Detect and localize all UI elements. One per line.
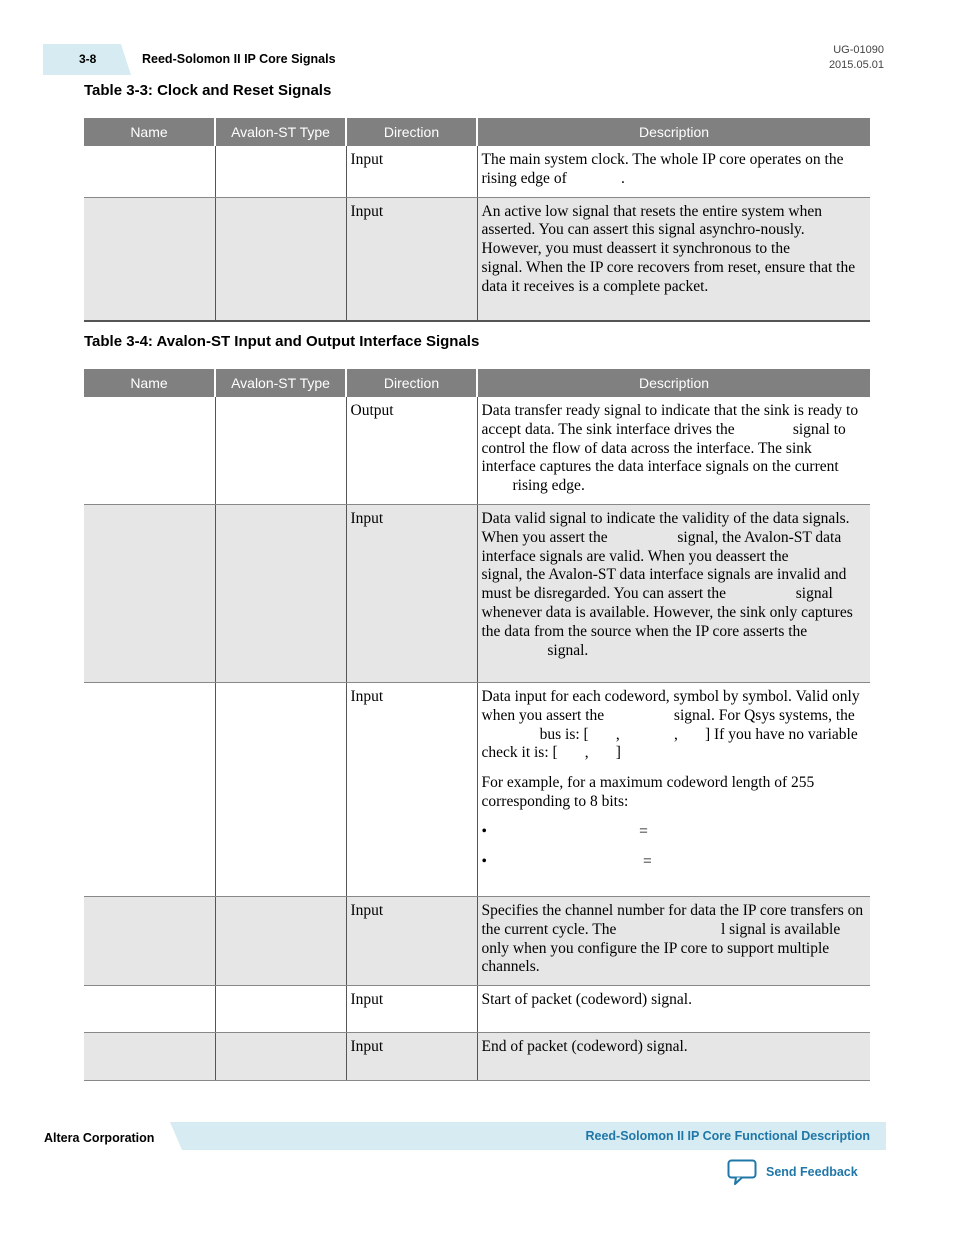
- column-header-description: Description: [477, 118, 870, 146]
- avalon-type-cell: [215, 504, 346, 682]
- avalon-type-cell: [215, 197, 346, 321]
- column-header-name: Name: [84, 369, 215, 397]
- description-paragraph: For example, for a maximum codeword length of 255 corresponding to 8 bits:: [481, 774, 815, 810]
- table-row: [84, 146, 870, 197]
- bullet-text: =: [503, 852, 652, 870]
- avalon-st-table: [84, 369, 870, 1081]
- send-feedback-label: Send Feedback: [766, 1165, 858, 1179]
- description-cell: Specifies the channel number for data the IP core transfers on the current cycle. The l signal is available only when you configure the IP core to support multiple channels.: [477, 896, 870, 985]
- direction-cell: Output: [346, 397, 477, 504]
- speech-bubble-icon: [727, 1159, 757, 1185]
- table-row: [84, 896, 870, 985]
- footer-doc-title: Reed-Solomon II IP Core Functional Description: [585, 1129, 870, 1143]
- description-cell: Start of packet (codeword) signal.: [477, 986, 870, 1033]
- table-header-row: [84, 369, 870, 397]
- table-caption-clock-reset: Table 3-3: Clock and Reset Signals: [84, 82, 332, 99]
- avalon-type-cell: [215, 1033, 346, 1081]
- description-cell: Data transfer ready signal to indicate that the sink is ready to accept data. The sink interface drives the signal to control the flow of data across the interface. The sink interface captures the data interface signals on the current rising edge.: [477, 397, 870, 504]
- footer-company: Altera Corporation: [44, 1131, 155, 1145]
- signal-name-cell: [84, 896, 215, 985]
- direction-cell: Input: [346, 197, 477, 321]
- send-feedback-link[interactable]: [727, 1159, 858, 1185]
- description-cell: Data valid signal to indicate the validity of the data signals. When you assert the signal, the Avalon-ST data interface signals are valid. When you deassert the signal, the Avalon-ST data interface signals are invalid and must be disregarded. You can assert the signal whenever data is available. However, the sink only captures the data from the source when the IP core asserts the signal.: [477, 504, 870, 682]
- description-cell: The main system clock. The whole IP core operates on the rising edge of .: [477, 146, 870, 197]
- direction-cell: Input: [346, 504, 477, 682]
- section-number: 3-8: [79, 52, 97, 66]
- direction-cell: Input: [346, 896, 477, 985]
- table-row: [84, 197, 870, 321]
- doc-date: 2015.05.01: [828, 59, 884, 71]
- signal-name-cell: [84, 197, 215, 321]
- column-header-direction: Direction: [346, 118, 477, 146]
- avalon-type-cell: [215, 146, 346, 197]
- table-row: [84, 504, 870, 682]
- column-header-description: Description: [477, 369, 870, 397]
- avalon-type-cell: [215, 682, 346, 896]
- column-header-avalon-type: Avalon-ST Type: [215, 118, 346, 146]
- clock-reset-table: [84, 118, 870, 322]
- direction-cell: Input: [346, 1033, 477, 1081]
- list-item: [482, 823, 867, 842]
- direction-cell: Input: [346, 682, 477, 896]
- signal-name-cell: [84, 1033, 215, 1081]
- list-item: [482, 853, 867, 872]
- signal-name-cell: [84, 986, 215, 1033]
- table-row: [84, 682, 870, 896]
- description-cell: End of packet (codeword) signal.: [477, 1033, 870, 1081]
- table-caption-avalon-st: Table 3-4: Avalon-ST Input and Output Interface Signals: [84, 333, 480, 350]
- direction-cell: Input: [346, 146, 477, 197]
- column-header-avalon-type: Avalon-ST Type: [215, 369, 346, 397]
- signal-name-cell: [84, 682, 215, 896]
- description-cell: [477, 682, 870, 896]
- signal-name-cell: [84, 146, 215, 197]
- description-paragraph: Data input for each codeword, symbol by symbol. Valid only when you assert the signal. For Qsys systems, the bus is: [ , , ] If you have no variable check it is: [ , ]: [481, 687, 860, 762]
- table-row: [84, 397, 870, 504]
- doc-id: UG-01090: [833, 44, 884, 56]
- bullet-icon: •: [481, 852, 487, 870]
- table-header-row: [84, 118, 870, 146]
- table-row: [84, 1033, 870, 1081]
- column-header-name: Name: [84, 118, 215, 146]
- direction-cell: Input: [346, 986, 477, 1033]
- signal-name-cell: [84, 397, 215, 504]
- signal-name-cell: [84, 504, 215, 682]
- bullet-text: =: [503, 822, 648, 840]
- description-cell: An active low signal that resets the entire system when asserted. You can assert this signal asynchro-nously. However, you must deassert it synchronous to the signal. When the IP core recovers from reset, ensure that the data it receives is a complete packet.: [477, 197, 870, 321]
- column-header-direction: Direction: [346, 369, 477, 397]
- avalon-type-cell: [215, 986, 346, 1033]
- avalon-type-cell: [215, 896, 346, 985]
- table-row: [84, 986, 870, 1033]
- bullet-icon: •: [481, 822, 487, 840]
- doc-info: [829, 43, 884, 73]
- avalon-type-cell: [215, 397, 346, 504]
- section-title: Reed-Solomon II IP Core Signals: [142, 52, 336, 66]
